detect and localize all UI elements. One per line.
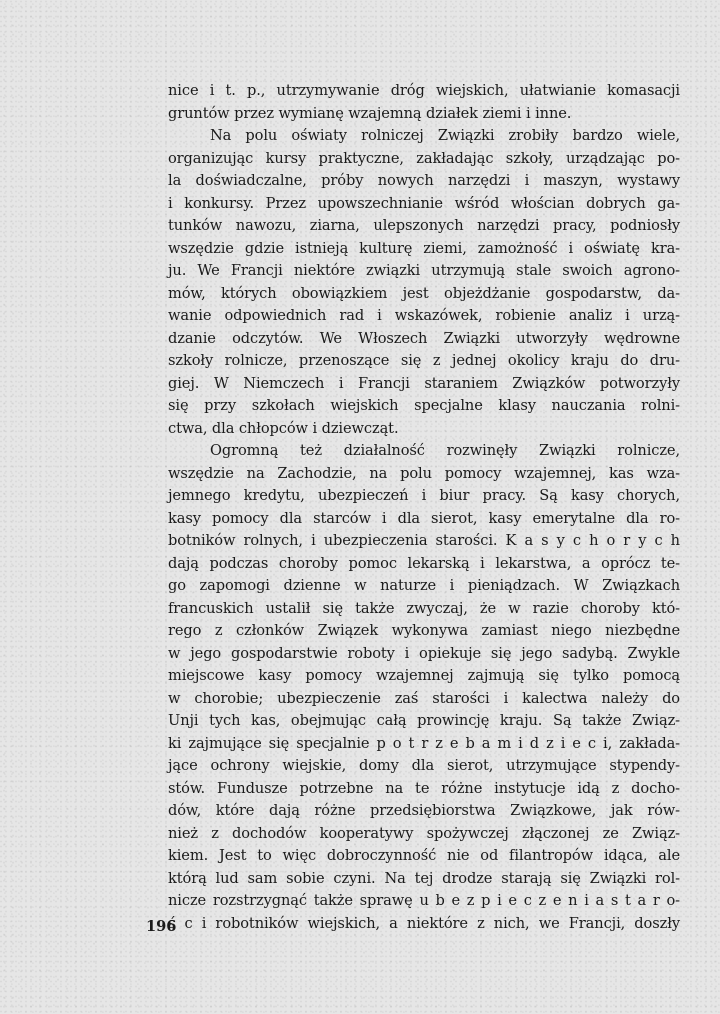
text-line: kasy pomocy dla starców i dla sierot, kasy emerytalne dla ro- bbox=[168, 509, 680, 527]
text-line: rego z członków Związek wykonywa zamiast niego niezbędne bbox=[168, 622, 680, 639]
text-line: wanie odpowiednich rad i wskazówek, robienie analiz i urzą- bbox=[168, 307, 680, 324]
text-line: ju. We Francji niektóre związki utrzymują stale swoich agrono- bbox=[168, 262, 680, 279]
text-line: nicze rozstrzygnąć także sprawę u b e z p i e c z e n i a s t a r o- bbox=[168, 892, 680, 909]
text-line: organizując kursy praktyczne, zakładając szkoły, urządzając po- bbox=[168, 149, 680, 167]
text-line: w jego gospodarstwie roboty i opiekuje się jego sadybą. Zwykle bbox=[168, 644, 680, 662]
text-line: gruntów przez wymianę wzajemną działek ziemi i inne. bbox=[168, 104, 572, 122]
text-line: i konkursy. Przez upowszechnianie wśród włościan dobrych ga- bbox=[168, 194, 680, 212]
text-line: w chorobie; ubezpieczenie zaś starości i kalectwa należy do bbox=[168, 689, 680, 707]
text-line: wszędzie na Zachodzie, na polu pomocy wzajemnej, kas wza- bbox=[168, 464, 680, 482]
text-line: nice i t. p., utrzymywanie dróg wiejskich, ułatwianie komasacji bbox=[168, 82, 680, 99]
text-line: stów. Fundusze potrzebne na te różne instytucje idą z docho- bbox=[168, 779, 680, 797]
text-line: mów, których obowiązkiem jest objeżdżanie gospodarstw, da- bbox=[168, 284, 680, 302]
text-line: dają podczas choroby pomoc lekarską i lekarstwa, a oprócz te- bbox=[168, 554, 680, 572]
text-line: go zapomogi dzienne w naturze i pieniądzach. W Związkach bbox=[168, 577, 680, 594]
text-line: ctwa, dla chłopców i dziewcząt. bbox=[168, 419, 399, 437]
text-line: kiem. Jest to więc dobroczynność nie od filantropów idąca, ale bbox=[168, 847, 680, 864]
text-line: Unji tych kas, obejmując całą prowincję kraju. Są także Związ- bbox=[168, 712, 680, 729]
text-line: nież z dochodów kooperatywy spożywczej złączonej ze Związ- bbox=[168, 824, 680, 842]
page-number: 196 bbox=[146, 918, 177, 935]
text-line: się przy szkołach wiejskich specjalne klasy nauczania rolni- bbox=[168, 397, 680, 414]
text-line: ś c i robotników wiejskich, a niektóre z nich, we Francji, doszły bbox=[168, 914, 680, 932]
text-line: dów, które dają różne przedsiębiorstwa Związkowe, jak rów- bbox=[168, 802, 680, 819]
text-line: jące ochrony wiejskie, domy dla sierot, utrzymujące stypendy- bbox=[168, 757, 680, 774]
text-block bbox=[168, 80, 680, 935]
text-line: miejscowe kasy pomocy wzajemnej zajmują się tylko pomocą bbox=[168, 667, 680, 684]
text-line: giej. W Niemczech i Francji staraniem Związków potworzyły bbox=[168, 374, 680, 392]
text-line: Ogromną też działalność rozwinęły Związki rolnicze, bbox=[210, 442, 680, 459]
text-line: którą lud sam sobie czyni. Na tej drodze starają się Związki rol- bbox=[168, 869, 680, 887]
text-line: jemnego kredytu, ubezpieczeń i biur pracy. Są kasy chorych, bbox=[168, 487, 680, 504]
text-line: ki zajmujące się specjalnie p o t r z e b a m i d z i e c i, zakłada- bbox=[168, 734, 680, 752]
text-line: szkoły rolnicze, przenoszące się z jednej okolicy kraju do dru- bbox=[168, 352, 680, 369]
text-line: Na polu oświaty rolniczej Związki zrobiły bardzo wiele, bbox=[210, 127, 680, 144]
text-line: francuskich ustalił się także zwyczaj, że w razie choroby któ- bbox=[168, 599, 680, 617]
text-line: la doświadczalne, próby nowych narzędzi i maszyn, wystawy bbox=[168, 172, 680, 189]
text-line: wszędzie gdzie istnieją kulturę ziemi, zamożność i oświatę kra- bbox=[168, 239, 680, 257]
text-line: dzanie odczytów. We Włoszech Związki utworzyły wędrowne bbox=[168, 329, 680, 347]
text-line: tunków nawozu, ziarna, ulepszonych narzędzi pracy, podniosły bbox=[168, 217, 680, 234]
text-line: botników rolnych, i ubezpieczenia starości. K a s y c h o r y c h bbox=[168, 532, 680, 549]
